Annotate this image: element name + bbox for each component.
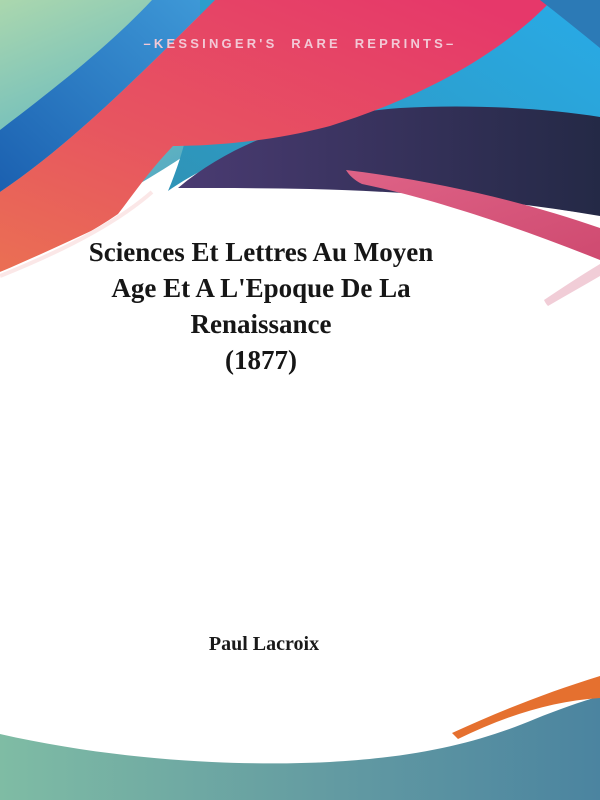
title-line-4: (1877) (225, 345, 297, 375)
title-line-1: Sciences Et Lettres Au Moyen (88, 237, 434, 267)
author-name: Paul Lacroix (208, 633, 320, 655)
title-line-2: Age Et A L'Epoque De La (111, 273, 411, 303)
title-line-3: Renaissance (190, 309, 332, 339)
publisher-banner: –KESSINGER'S RARE REPRINTS– (143, 36, 457, 51)
book-title (0, 234, 522, 378)
